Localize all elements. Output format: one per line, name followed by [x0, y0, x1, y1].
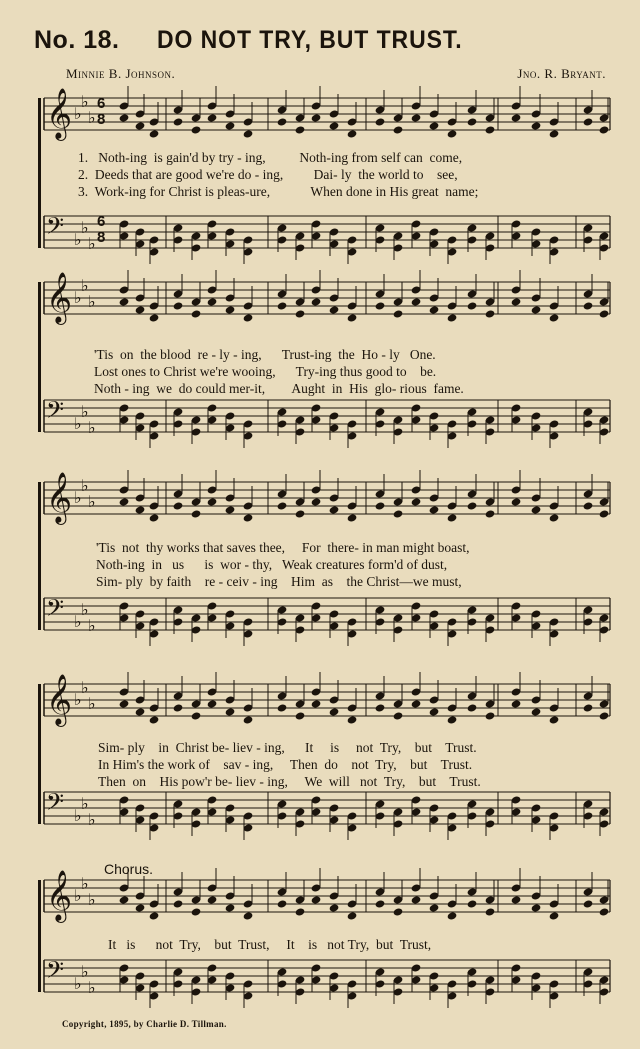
note-head	[135, 903, 146, 912]
system-brace	[38, 282, 41, 432]
note-head	[329, 903, 340, 912]
lyric-line: It is not Try, but Trust, It is not Try, but Trust,	[108, 937, 432, 952]
note-head	[531, 707, 542, 716]
treble-clef-icon: 𝄞	[46, 472, 73, 523]
flat-icon: ♭	[81, 964, 89, 981]
flat-icon: ♭	[88, 420, 96, 437]
note-head	[149, 313, 160, 322]
note-head	[225, 707, 236, 716]
note-head	[583, 703, 594, 712]
note-head	[375, 117, 386, 126]
note-head	[429, 903, 440, 912]
note-head	[375, 703, 386, 712]
flat-icon: ♭	[74, 888, 82, 905]
hymn-title: DO NOT TRY, BUT TRUST.	[157, 26, 463, 54]
bass-staff	[36, 956, 610, 1000]
note-head	[207, 497, 218, 506]
note-head	[277, 301, 288, 310]
note-head	[207, 895, 218, 904]
system-brace	[38, 684, 41, 824]
note-head	[531, 121, 542, 130]
note-head	[119, 699, 130, 708]
note-head	[207, 113, 218, 122]
note-head	[135, 505, 146, 514]
flat-icon: ♭	[88, 980, 96, 997]
note-head	[277, 899, 288, 908]
lyric-line: Noth-ing in us is wor - thy, Weak creatures form'd of dust,	[96, 557, 448, 572]
treble-clef-icon: 𝄞	[46, 88, 73, 139]
note-head	[393, 711, 404, 720]
note-head	[311, 113, 322, 122]
treble-staff	[36, 472, 610, 523]
treble-staff-lines	[44, 672, 610, 727]
lyric-line: Noth - ing we do could mer-it, Aught in His glo- rious fame.	[94, 381, 464, 396]
note-head	[375, 301, 386, 310]
flat-icon: ♭	[88, 294, 96, 311]
treble-staff-lines	[44, 470, 610, 525]
note-head	[531, 505, 542, 514]
flat-icon: ♭	[88, 618, 96, 635]
note-head	[393, 907, 404, 916]
treble-staff-lines	[44, 270, 610, 325]
treble-clef-icon: 𝄞	[46, 674, 73, 725]
note-head	[191, 125, 202, 134]
lyric-line: 2. Deeds that are good we're do - ing, Dai- ly the world to see,	[78, 167, 458, 182]
note-head	[511, 297, 522, 306]
bass-staff	[36, 212, 610, 256]
lyric-line: Then on His pow'r be- liev - ing, We will not Try, but Trust.	[98, 774, 481, 789]
note-head	[485, 309, 496, 318]
lyric-line: 'Tis not thy works that saves thee, For there- in man might boast,	[96, 540, 470, 555]
flat-icon: ♭	[81, 478, 89, 495]
note-head	[225, 903, 236, 912]
note-head	[467, 117, 478, 126]
note-head	[411, 699, 422, 708]
note-head	[149, 513, 160, 522]
copyright-notice: Copyright, 1895, by Charlie D. Tillman.	[62, 1019, 227, 1029]
note-head	[191, 711, 202, 720]
note-head	[447, 513, 458, 522]
flat-icon: ♭	[81, 602, 89, 619]
note-head	[295, 125, 306, 134]
treble-staff-lines	[44, 86, 610, 141]
note-head	[375, 899, 386, 908]
note-head	[329, 121, 340, 130]
note-head	[411, 113, 422, 122]
note-head	[119, 895, 130, 904]
note-head	[447, 129, 458, 138]
note-head	[411, 497, 422, 506]
note-head	[311, 497, 322, 506]
composer-credit: Jno. R. Bryant.	[517, 66, 606, 81]
note-head	[511, 895, 522, 904]
note-head	[173, 117, 184, 126]
bass-clef-icon: 𝄢	[46, 594, 65, 627]
note-head	[207, 699, 218, 708]
flat-icon: ♭	[81, 680, 89, 697]
note-head	[429, 305, 440, 314]
flat-icon: ♭	[81, 278, 89, 295]
bass-clef-icon: 𝄢	[46, 212, 65, 245]
flat-icon: ♭	[88, 110, 96, 127]
note-head	[329, 707, 340, 716]
flat-icon: ♭	[74, 416, 82, 433]
note-head	[411, 895, 422, 904]
note-head	[277, 117, 288, 126]
note-head	[135, 121, 146, 130]
note-head	[531, 903, 542, 912]
time-signature: 6 8	[97, 95, 106, 128]
treble-staff	[36, 674, 610, 725]
note-head	[347, 911, 358, 920]
note-head	[485, 907, 496, 916]
note-head	[329, 505, 340, 514]
note-head	[599, 309, 610, 318]
note-head	[531, 305, 542, 314]
note-head	[549, 513, 560, 522]
note-head	[347, 129, 358, 138]
note-head	[599, 711, 610, 720]
note-head	[429, 505, 440, 514]
note-head	[225, 305, 236, 314]
note-head	[119, 497, 130, 506]
note-head	[411, 297, 422, 306]
flat-icon: ♭	[88, 892, 96, 909]
note-head	[295, 711, 306, 720]
note-head	[467, 501, 478, 510]
lyric-line: In Him's the work of sav - ing, Then do not Try, but Trust.	[98, 757, 473, 772]
hymn-number: No. 18.	[34, 26, 120, 54]
note-head	[511, 497, 522, 506]
note-head	[447, 911, 458, 920]
note-head	[511, 113, 522, 122]
flat-icon: ♭	[88, 812, 96, 829]
note-head	[583, 117, 594, 126]
bass-staff	[36, 594, 610, 638]
lyric-line: Lost ones to Christ we're wooing, Try-ing thus good to be.	[94, 364, 437, 379]
lyric-line: 1. Noth-ing is gain'd by try - ing, Noth-ing from self can come,	[78, 150, 463, 165]
bass-staff-lines	[44, 212, 610, 264]
note-head	[149, 715, 160, 724]
note-head	[583, 899, 594, 908]
bass-staff-lines	[44, 396, 610, 448]
flat-icon: ♭	[74, 614, 82, 631]
note-head	[549, 313, 560, 322]
note-head	[347, 513, 358, 522]
note-head	[447, 715, 458, 724]
note-head	[467, 301, 478, 310]
chorus-label: Chorus.	[104, 861, 154, 877]
note-head	[467, 703, 478, 712]
note-head	[191, 309, 202, 318]
note-head	[549, 911, 560, 920]
flat-icon: ♭	[88, 696, 96, 713]
bass-staff-lines	[44, 956, 610, 1008]
note-head	[329, 305, 340, 314]
flat-icon: ♭	[81, 94, 89, 111]
lyricist-credit: Minnie B. Johnson.	[66, 66, 176, 81]
note-head	[277, 501, 288, 510]
note-head	[149, 911, 160, 920]
note-head	[485, 125, 496, 134]
note-head	[599, 509, 610, 518]
bass-staff-lines	[44, 788, 610, 840]
note-head	[511, 699, 522, 708]
time-signature: 6 8	[97, 213, 106, 246]
note-head	[119, 297, 130, 306]
note-head	[599, 907, 610, 916]
flat-icon: ♭	[81, 404, 89, 421]
note-head	[429, 121, 440, 130]
note-head	[243, 313, 254, 322]
note-head	[243, 911, 254, 920]
note-head	[243, 513, 254, 522]
note-head	[119, 113, 130, 122]
flat-icon: ♭	[74, 490, 82, 507]
note-head	[549, 715, 560, 724]
flat-icon: ♭	[74, 290, 82, 307]
note-head	[191, 907, 202, 916]
note-head	[467, 899, 478, 908]
note-head	[549, 129, 560, 138]
lyric-line: Sim- ply in Christ be- liev - ing, It is not Try, but Trust.	[98, 740, 477, 755]
note-head	[393, 309, 404, 318]
note-head	[311, 895, 322, 904]
note-head	[295, 509, 306, 518]
note-head	[173, 501, 184, 510]
note-head	[311, 699, 322, 708]
lyric-line: Sim- ply by faith re - ceiv - ing Him as the Christ—we must,	[96, 574, 462, 589]
note-head	[295, 907, 306, 916]
bass-staff-lines	[44, 594, 610, 646]
note-head	[429, 707, 440, 716]
flat-icon: ♭	[81, 876, 89, 893]
treble-staff	[36, 88, 610, 139]
note-head	[583, 301, 594, 310]
note-head	[375, 501, 386, 510]
flat-icon: ♭	[74, 808, 82, 825]
treble-clef-icon: 𝄞	[46, 272, 73, 323]
system-brace	[38, 880, 41, 992]
note-head	[173, 301, 184, 310]
note-head	[311, 297, 322, 306]
note-head	[191, 509, 202, 518]
flat-icon: ♭	[74, 232, 82, 249]
lyric-line: 'Tis on the blood re - ly - ing, Trust-ing the Ho - ly One.	[94, 347, 436, 362]
note-head	[207, 297, 218, 306]
bass-staff	[36, 788, 610, 832]
bass-clef-icon: 𝄢	[46, 396, 65, 429]
note-head	[295, 309, 306, 318]
note-head	[447, 313, 458, 322]
note-head	[225, 505, 236, 514]
treble-clef-icon: 𝄞	[46, 870, 73, 921]
note-head	[485, 509, 496, 518]
flat-icon: ♭	[74, 976, 82, 993]
note-head	[393, 509, 404, 518]
note-head	[277, 703, 288, 712]
note-head	[173, 899, 184, 908]
note-head	[225, 121, 236, 130]
flat-icon: ♭	[74, 106, 82, 123]
note-head	[243, 715, 254, 724]
note-head	[393, 125, 404, 134]
note-head	[135, 707, 146, 716]
note-head	[347, 715, 358, 724]
bass-staff	[36, 396, 610, 440]
note-head	[135, 305, 146, 314]
note-head	[173, 703, 184, 712]
note-head	[599, 125, 610, 134]
note-head	[485, 711, 496, 720]
note-head	[347, 313, 358, 322]
note-head	[243, 129, 254, 138]
bass-clef-icon: 𝄢	[46, 956, 65, 989]
note-head	[149, 129, 160, 138]
flat-icon: ♭	[88, 236, 96, 253]
system-brace	[38, 482, 41, 630]
treble-staff	[36, 870, 610, 921]
system-brace	[38, 98, 41, 248]
bass-clef-icon: 𝄢	[46, 788, 65, 821]
flat-icon: ♭	[74, 692, 82, 709]
flat-icon: ♭	[88, 494, 96, 511]
flat-icon: ♭	[81, 220, 89, 237]
lyric-line: 3. Work-ing for Christ is pleas-ure, When done in His great name;	[78, 184, 479, 199]
treble-staff	[36, 272, 610, 323]
flat-icon: ♭	[81, 796, 89, 813]
note-head	[583, 501, 594, 510]
